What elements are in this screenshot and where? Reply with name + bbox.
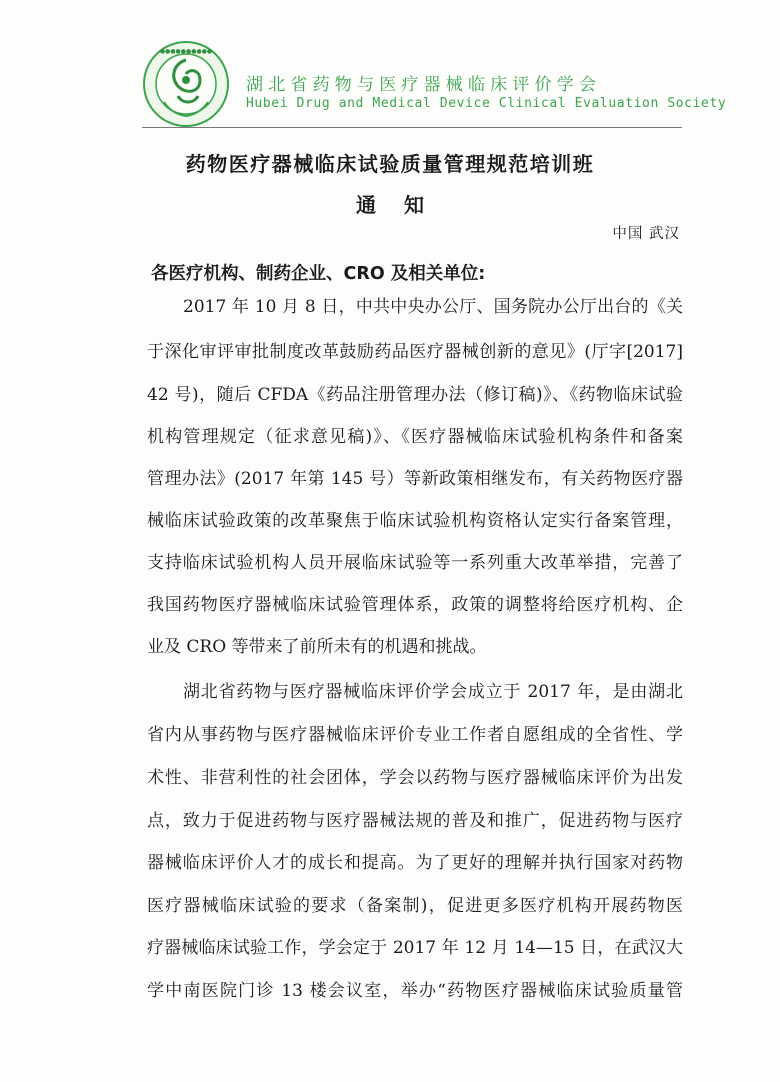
location-text: 中国 武汉 [612,226,680,242]
body-line: 械临床试验政策的改革聚焦于临床试验机构资格认定实行备案管理， [147,511,683,531]
body-line: 学中南医院门诊 13 楼会议室，举办“药物医疗器械临床试验质量管 [147,981,683,1001]
body-line: 湖北省药物与医疗器械临床评价学会成立于 2017 年，是由湖北 [183,682,683,702]
body-line: 省内从事药物与医疗器械临床评价专业工作者自愿组成的全省性、学 [147,725,683,745]
body-line: 支持临床试验机构人员开展临床试验等一系列重大改革举措，完善了 [147,553,683,573]
org-name-cn: 湖北省药物与医疗器械临床评价学会 [246,75,602,95]
body-line: 我国药物医疗器械临床试验管理体系，政策的调整将给医疗机构、企 [147,595,683,615]
document-subtitle: 通知 [356,193,452,217]
body-line: 疗器械临床试验工作，学会定于 2017 年 12 月 14—15 日，在武汉大 [147,938,683,958]
body-line: 2017 年 10 月 8 日，中共中央办公厅、国务院办公厅出台的《关 [183,297,683,317]
body-line: 管理办法》(2017 年第 145 号）等新政策相继发布，有关药物医疗器 [147,469,683,489]
header-divider [142,127,682,128]
body-line: 于深化审评审批制度改革鼓励药品医疗器械创新的意见》(厅字[2017] [147,342,683,362]
salutation: 各医疗机构、制药企业、CRO 及相关单位: [151,264,486,284]
body-line: 器械临床评价人才的成长和提高。为了更好的理解并执行国家对药物 [147,853,683,873]
body-line: 42 号)，随后 CFDA《药品注册管理办法（修订稿)》、《药物临床试验 [147,385,683,405]
body-line: 医疗器械临床试验的要求（备案制)，促进更多医疗机构开展药物医 [147,896,683,916]
body-line: 术性、非营利性的社会团体，学会以药物与医疗器械临床评价为出发 [147,768,683,788]
svg-text:●●●●●●●●●●: ●●●●●●●●●● [159,48,213,55]
body-line: 点，致力于促进药物与医疗器械法规的普及和推广，促进药物与医疗 [147,811,683,831]
body-line: 机构管理规定（征求意见稿)》、《医疗器械临床试验机构条件和备案 [147,427,683,447]
document-title: 药物医疗器械临床试验质量管理规范培训班 [185,152,595,176]
letterhead [142,40,727,130]
org-name-en: Hubei Drug and Medical Device Clinical Evaluation Society [246,96,727,111]
body-line: 业及 CRO 等带来了前所未有的机遇和挑战。 [147,637,487,657]
society-logo [142,40,230,128]
